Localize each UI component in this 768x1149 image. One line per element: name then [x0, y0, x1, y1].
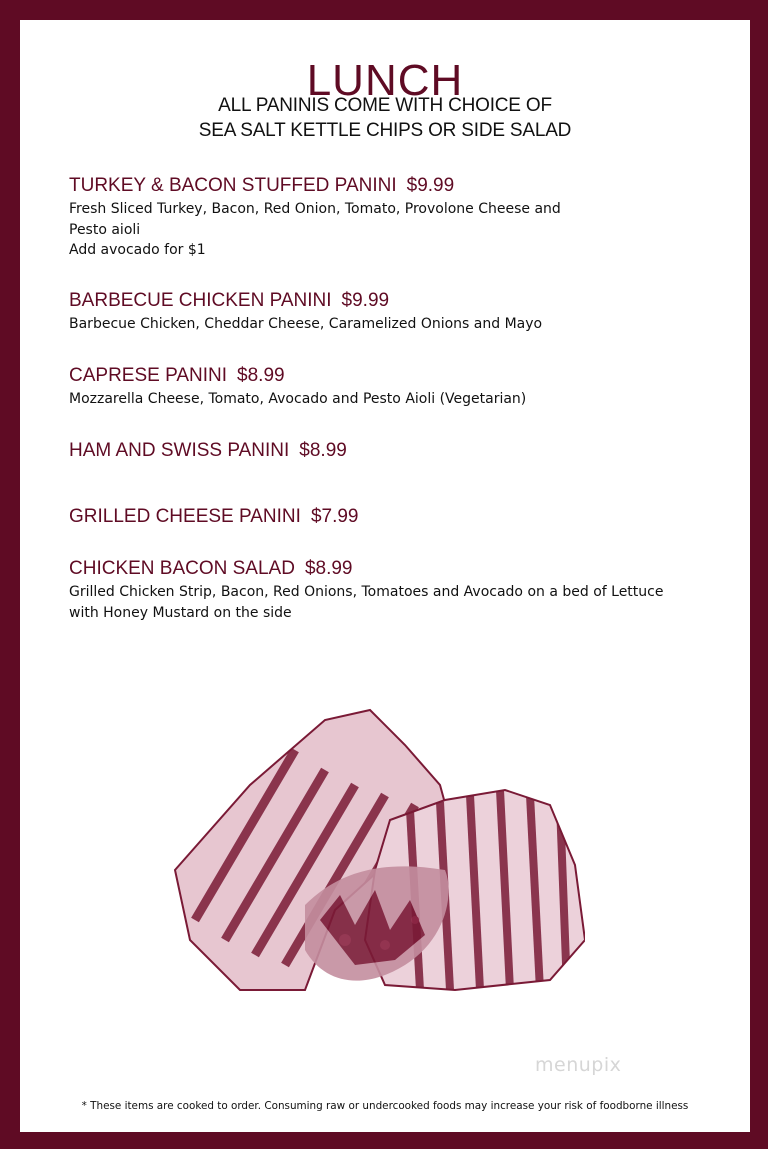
page-title: LUNCH [306, 56, 464, 105]
subtitle-line-1: ALL PANINIS COME WITH CHOICE OF [218, 95, 552, 116]
description-line: Mozzarella Cheese, Tomato, Avocado and Pesto Aioli (Vegetarian) [69, 391, 527, 407]
menu-item-heading [69, 557, 709, 581]
menu-item-grilled-cheese [69, 505, 709, 529]
menu-item-name: CAPRESE PANINI [69, 365, 228, 386]
watermark-logo: menupix [535, 1054, 622, 1076]
menu-item-name: TURKEY & BACON STUFFED PANINI [69, 175, 397, 196]
description-line: Add avocado for $1 [69, 242, 206, 258]
menu-item-barbecue-chicken [69, 289, 709, 335]
menu-item-name: HAM AND SWISS PANINI [69, 440, 290, 461]
menu-item-description [69, 314, 709, 335]
panini-illustration [155, 690, 585, 1020]
menu-item-caprese [69, 364, 709, 410]
description-line: Barbecue Chicken, Cheddar Cheese, Caramelized Onions and Mayo [69, 316, 543, 332]
menu-item-name: CHICKEN BACON SALAD [69, 558, 295, 579]
menu-item-price: $8.99 [237, 365, 285, 386]
subtitle-line-2: SEA SALT KETTLE CHIPS OR SIDE SALAD [198, 120, 572, 141]
menu-item-description [69, 389, 709, 410]
description-line: Fresh Sliced Turkey, Bacon, Red Onion, Tomato, Provolone Cheese and [69, 201, 561, 217]
menu-item-heading [69, 174, 709, 198]
footnote: * These items are cooked to order. Consuming raw or undercooked foods may increase your risk of foodborne illness [81, 1100, 689, 1112]
menu-item-price: $7.99 [310, 506, 359, 527]
menu-item-name: BARBECUE CHICKEN PANINI [69, 290, 332, 311]
page-subtitle [20, 93, 750, 143]
menu-item-price: $8.99 [299, 440, 347, 461]
menu-item-heading [69, 289, 709, 313]
menu-item-name: GRILLED CHEESE PANINI [69, 506, 301, 527]
menu-item-heading [69, 364, 709, 388]
menu-item-chicken-bacon-salad [69, 557, 709, 623]
description-line: Pesto aioli [69, 221, 141, 238]
menu-item-price: $9.99 [406, 175, 455, 196]
menu-item-description [69, 582, 709, 623]
menu-page [20, 20, 750, 1132]
menu-item-heading [69, 439, 709, 463]
menu-item-description [69, 199, 709, 261]
menu-item-price: $8.99 [304, 558, 353, 579]
description-line: with Honey Mustard on the side [69, 604, 292, 621]
description-line: Grilled Chicken Strip, Bacon, Red Onions, Tomatoes and Avocado on a bed of Lettuce [69, 584, 664, 600]
menu-item-price: $9.99 [341, 290, 390, 311]
menu-item-heading [69, 505, 709, 529]
menu-item-turkey-bacon [69, 174, 709, 261]
menu-item-ham-swiss [69, 439, 709, 463]
